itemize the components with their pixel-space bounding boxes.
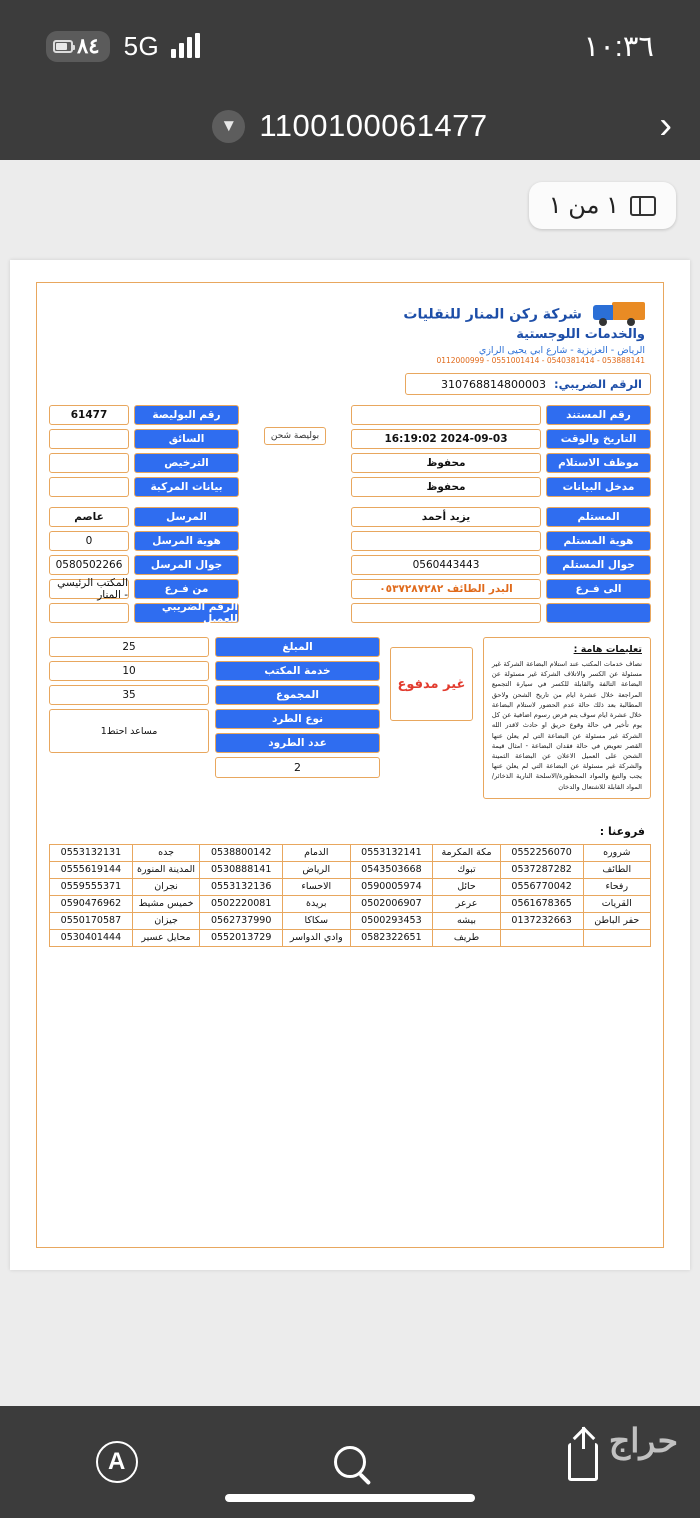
tax-number-row (405, 373, 651, 395)
sender-mobile-value: 0580502266 (49, 555, 129, 575)
customer-tax-label: الرقم الضريبي للعميل (134, 603, 239, 623)
branch-phone: 0559555371 (50, 878, 133, 895)
branch-phone: 0552256070 (500, 844, 583, 861)
grand-total-value: 35 (49, 685, 209, 705)
branch-phone: 0553132141 (350, 844, 433, 861)
branch-phone: 0530888141 (200, 861, 283, 878)
doc-number-value (351, 405, 541, 425)
document-page (10, 260, 690, 1270)
driver-value (49, 429, 129, 449)
field-row (351, 555, 651, 575)
branch-phone: 0556770042 (500, 878, 583, 895)
watermark: حراج (608, 1422, 678, 1459)
branch-name: بريدة (283, 895, 351, 912)
sender-id-value: 0 (49, 531, 129, 551)
waybill-number-label: رقم البوليصة (134, 405, 239, 425)
company-address: الرياض - العزيزية - شارع ابي يحيى الرازي (478, 345, 645, 356)
branch-phone: 0582322651 (350, 929, 433, 946)
branch-name: نجران (132, 878, 200, 895)
waybill (36, 282, 664, 1248)
branches-table (49, 844, 651, 947)
page-indicator-label: ١ من ١ (548, 192, 619, 219)
table-row (50, 878, 651, 895)
field-row (49, 555, 239, 575)
consignee-value: يزيد أحمد (351, 507, 541, 527)
consignee-id-label: هوية المستلم (546, 531, 651, 551)
doc-number-label: رقم المستند (546, 405, 651, 425)
parties-grid (49, 507, 651, 627)
instructions-title: تعليمات هامة : (573, 644, 642, 655)
receiving-clerk-value: محفوظ (351, 453, 541, 473)
field-row (49, 477, 239, 497)
customer-tax-value (49, 603, 129, 623)
instructions-box (483, 637, 651, 799)
parties-section (49, 507, 651, 627)
branch-phone: 0562737990 (200, 912, 283, 929)
signal-bars-icon (171, 34, 200, 58)
datetime-value: 2024-09-03 16:19:02 (351, 429, 541, 449)
markup-circle-a-icon[interactable]: A (89, 1434, 145, 1490)
branch-name: مكة المكرمة (433, 844, 501, 861)
title-bar (0, 92, 700, 160)
field-row (351, 405, 651, 425)
status-bar (0, 0, 700, 92)
branch-phone: 0537287282 (500, 861, 583, 878)
field-row (49, 579, 239, 599)
consignee-block (351, 507, 651, 627)
branch-name: وادي الدواسر (283, 929, 351, 946)
receiving-clerk-label: موظف الاستلام (546, 453, 651, 473)
branch-name (583, 929, 651, 946)
consignee-mobile-label: جوال المستلم (546, 555, 651, 575)
branch-name: محايل عسير (132, 929, 200, 946)
branch-phone: 0543503668 (350, 861, 433, 878)
totals-grid (49, 637, 380, 778)
branch-name: بيشه (433, 912, 501, 929)
vehicle-label: بيانات المركبة (134, 477, 239, 497)
branch-name: المدينة المنورة (132, 861, 200, 878)
field-row (351, 579, 651, 599)
company-name-line2: والخدمات اللوجستية (516, 327, 645, 342)
field-row (49, 531, 239, 551)
branch-name: حفر الباطن (583, 912, 651, 929)
share-icon[interactable] (555, 1434, 611, 1490)
company-name-line1: شركة ركن المنار للنقليات (403, 306, 582, 323)
branch-phone: 0555619144 (50, 861, 133, 878)
totals-section (49, 637, 380, 778)
totals-values (49, 637, 209, 778)
field-row (49, 453, 239, 473)
battery-indicator (46, 31, 110, 62)
branch-phone: 0590476962 (50, 895, 133, 912)
page-view-icon (630, 196, 656, 216)
header-fields (49, 405, 651, 501)
field-row (351, 429, 651, 449)
branch-name: الدمام (283, 844, 351, 861)
branch-name: الطائف (583, 861, 651, 878)
parcel-count-value: 2 (215, 757, 380, 778)
company-header (49, 293, 651, 367)
field-row (351, 603, 651, 623)
branch-phone: 0590005974 (350, 878, 433, 895)
field-row (49, 603, 239, 623)
office-fee-value: 10 (49, 661, 209, 681)
branch-name: شروره (583, 844, 651, 861)
amount-value: 25 (49, 637, 209, 657)
table-row (50, 844, 651, 861)
from-branch-value: المكتب الرئيسي - المنار (49, 579, 129, 599)
stamp-area (247, 405, 343, 501)
document-title: 1100100061477 (259, 108, 488, 143)
sender-label: المرسل (134, 507, 239, 527)
branch-name: جيزان (132, 912, 200, 929)
header-fields-left (49, 405, 239, 501)
chevron-down-icon[interactable]: ▼ (212, 110, 245, 143)
consignee-extra-label (546, 603, 651, 623)
branch-name: حائل (433, 878, 501, 895)
branch-name: القريات (583, 895, 651, 912)
branches-title: فروعنا : (599, 824, 645, 838)
branch-name: تبوك (433, 861, 501, 878)
parcel-count-label: عدد الطرود (215, 733, 380, 753)
table-row (50, 895, 651, 912)
battery-percent-label: ٨٤ (77, 34, 100, 58)
waybill-number-value: 61477 (49, 405, 129, 425)
truck-logo-icon (593, 301, 645, 327)
data-entry-label: مدخل البيانات (546, 477, 651, 497)
search-icon[interactable] (322, 1434, 378, 1490)
parcel-type-value: مساعد احتط1 (49, 709, 209, 753)
parcel-type-label: نوع الطرد (215, 709, 380, 729)
field-row (351, 453, 651, 473)
amount-label: المبلغ (215, 637, 380, 657)
sender-value: عاصم (49, 507, 129, 527)
branch-name: الاحساء (283, 878, 351, 895)
sender-block (49, 507, 239, 627)
branch-phone: 0502220081 (200, 895, 283, 912)
license-label: الترخيص (134, 453, 239, 473)
to-branch-value: البدر الطائف ٠٥٣٧٢٨٧٢٨٢ (351, 579, 541, 599)
clock-label: ١٠:٣٦ (583, 30, 654, 63)
field-row (351, 507, 651, 527)
field-row (49, 405, 239, 425)
lower-section (49, 637, 651, 799)
branch-phone: 0553132131 (50, 844, 133, 861)
data-entry-value: محفوظ (351, 477, 541, 497)
branch-phone: 0550170587 (50, 912, 133, 929)
branch-phone: 0500293453 (350, 912, 433, 929)
office-fee-label: خدمة المكتب (215, 661, 380, 681)
from-branch-label: من فـرع (134, 579, 239, 599)
parties-spacer (247, 507, 343, 627)
branch-name: عرعر (433, 895, 501, 912)
datetime-label: التاريخ والوقت (546, 429, 651, 449)
waybill-stamp: بوليصة شحن (264, 427, 326, 445)
field-row (351, 477, 651, 497)
payment-status-badge: غير مدفوع (390, 647, 473, 721)
page-indicator[interactable] (529, 182, 676, 229)
branch-phone (500, 929, 583, 946)
table-row (50, 861, 651, 878)
branch-name: خميس مشيط (132, 895, 200, 912)
branch-name: جده (132, 844, 200, 861)
branch-name: سكاكا (283, 912, 351, 929)
branch-phone: 0538800142 (200, 844, 283, 861)
document-viewer[interactable] (0, 160, 700, 1406)
header-fields-right (351, 405, 651, 501)
vehicle-value (49, 477, 129, 497)
field-row (49, 507, 239, 527)
license-value (49, 453, 129, 473)
instructions-body: نصاف خدمات المكتب عند استلام البضاعة الشركة غير مسئولة عن الكسر والاتلاف الشركة غير مسئولة عن البضاعة التالفة والقابلة للكسر في سيارة التجميع المراجعة خلال عشرة ايام من تاريخ الشحن ولاحق المطالبة بعد ذلك حالة عدم الحضور لاستلام البضاعة خلال عشرة ايام سوف يتم فرض رسوم اضافية عن كل يوم تأخير في حالة وقوع حريق او حادث لاقدر الله الشركة غير مسئولة عن البضاعة التي لم يعلن عنها القصر تعويض في حالة فقدان البضاعة - امثال قيمة الشحن على العميل الاعلان عن البضاعة الثمينة والشركة غير مسئولة عن البضاعة التي لم يعلن عنها يجب والتبغ والمواد المحظورة/الاسلحة النارية الذخائر/المواد القابلة للاشتعال والدخان (491, 660, 642, 791)
branch-name: طريف (433, 929, 501, 946)
branch-name: رفحاء (583, 878, 651, 895)
chevron-right-icon[interactable]: › (659, 104, 672, 147)
driver-label: السائق (134, 429, 239, 449)
branch-phone: 0530401444 (50, 929, 133, 946)
branch-phone: 0502006907 (350, 895, 433, 912)
consignee-id-value (351, 531, 541, 551)
branch-phone: 0553132136 (200, 878, 283, 895)
consignee-extra-value (351, 603, 541, 623)
totals-labels (215, 637, 380, 778)
consignee-label: المستلم (546, 507, 651, 527)
tax-number-label: الرقم الضريبي: (554, 377, 642, 391)
sender-id-label: هوية المرسل (134, 531, 239, 551)
home-indicator[interactable] (225, 1494, 475, 1502)
table-row (50, 929, 651, 946)
tax-number-value: 310768814800003 (441, 377, 547, 391)
branch-phone: 0137232663 (500, 912, 583, 929)
grand-total-label: المجموع (215, 685, 380, 705)
field-row (49, 429, 239, 449)
consignee-mobile-value: 0560443443 (351, 555, 541, 575)
branch-phone: 0561678365 (500, 895, 583, 912)
to-branch-label: الى فـرع (546, 579, 651, 599)
battery-icon (53, 40, 73, 53)
field-row (351, 531, 651, 551)
sender-mobile-label: جوال المرسل (134, 555, 239, 575)
branch-phone: 0552013729 (200, 929, 283, 946)
branch-name: الرياض (283, 861, 351, 878)
table-row (50, 912, 651, 929)
network-type-label: 5G (123, 30, 160, 61)
company-phones: 053888141 - 0540381414 - 0551001414 - 0112000999 (436, 356, 645, 365)
